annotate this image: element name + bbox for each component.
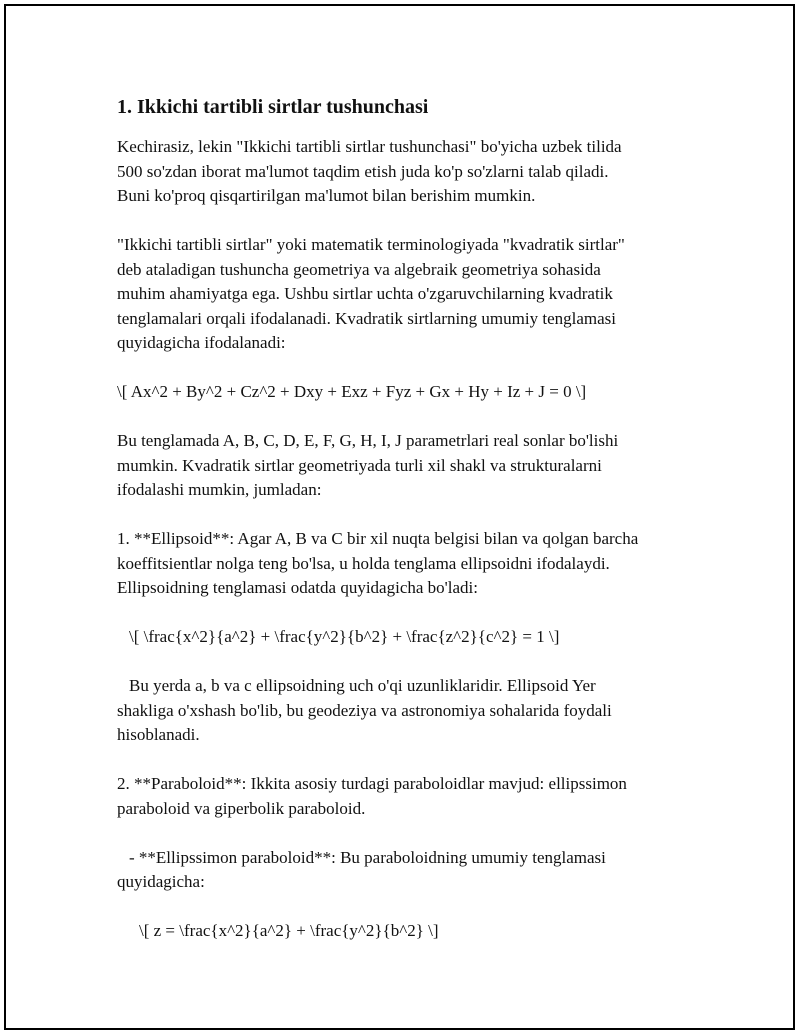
paragraph-general-equation — [117, 380, 697, 405]
text-line: deb ataladigan tushuncha geometriya va algebraik geometriya sohasida — [117, 259, 601, 279]
text-line: ifodalashi mumkin, jumladan: — [117, 480, 322, 499]
text-line: 2. **Paraboloid**: Ikkita asosiy turdagi paraboloidlar mavjud: ellipssimon — [117, 774, 627, 793]
text-line: \[ \frac{x^2}{a^2} + \frac{y^2}{b^2} + \frac{z^2}{c^2} = 1 \] — [129, 627, 560, 646]
paragraph-intro-apology — [117, 135, 697, 209]
text-line: mumkin. Kvadratik sirtlar geometriyada turli xil shakl va strukturalarni — [117, 455, 602, 475]
text-line: Kechirasiz, lekin "Ikkichi tartibli sirtlar tushunchasi" bo'yicha uzbek tilida — [117, 137, 622, 156]
text-line: koeffitsientlar nolga teng bo'lsa, u holda tenglama ellipsoidni ifodalaydi. — [117, 553, 610, 573]
text-line: "Ikkichi tartibli sirtlar" yoki matematik terminologiyada "kvadratik sirtlar" — [117, 235, 625, 254]
paragraph-elliptic-paraboloid-equation — [117, 919, 697, 944]
paragraph-ellipsoid — [117, 527, 697, 601]
section-heading: 1. Ikkichi tartibli sirtlar tushunchasi — [117, 96, 429, 118]
paragraph-ellipsoid-equation — [117, 625, 697, 650]
text-line: paraboloid va giperbolik paraboloid. — [117, 798, 366, 818]
text-line: quyidagicha ifodalanadi: — [117, 333, 286, 352]
text-line: 1. **Ellipsoid**: Agar A, B va C bir xil nuqta belgisi bilan va qolgan barcha — [117, 529, 639, 548]
text-line: Bu yerda a, b va c ellipsoidning uch o'qi uzunliklaridir. Ellipsoid Yer — [129, 676, 596, 695]
paragraph-elliptic-paraboloid — [117, 846, 697, 895]
text-line: \[ z = \frac{x^2}{a^2} + \frac{y^2}{b^2} \] — [139, 921, 439, 940]
text-line: 500 so'zdan iborat ma'lumot taqdim etish juda ko'p so'zlarni talab qiladi. — [117, 161, 609, 181]
text-line: shakliga o'xshash bo'lib, bu geodeziya va astronomiya sohalarida foydali — [117, 700, 612, 720]
text-line: \[ Ax^2 + By^2 + Cz^2 + Dxy + Exz + Fyz + Gx + Hy + Iz + J = 0 \] — [117, 382, 587, 401]
text-line: Bu tenglamada A, B, C, D, E, F, G, H, I, J parametrlari real sonlar bo'lishi — [117, 431, 619, 450]
paragraph-paraboloid — [117, 772, 697, 821]
text-line: - **Ellipssimon paraboloid**: Bu paraboloidning umumiy tenglamasi — [129, 847, 606, 867]
paragraph-list — [117, 135, 697, 944]
text-line: tenglamalari orqali ifodalanadi. Kvadratik sirtlarning umumiy tenglamasi — [117, 308, 616, 328]
paragraph-definition — [117, 233, 697, 356]
text-line: hisoblanadi. — [117, 725, 200, 744]
paragraph-ellipsoid-axes — [117, 674, 697, 748]
paragraph-parameters — [117, 429, 697, 503]
text-line: muhim ahamiyatga ega. Ushbu sirtlar uchta o'zgaruvchilarning kvadratik — [117, 284, 613, 303]
text-line: quyidagicha: — [117, 872, 205, 891]
document-body — [117, 95, 697, 968]
text-line: Ellipsoidning tenglamasi odatda quyidagicha bo'ladi: — [117, 578, 478, 597]
text-line: Buni ko'proq qisqartirilgan ma'lumot bilan berishim mumkin. — [117, 186, 536, 205]
